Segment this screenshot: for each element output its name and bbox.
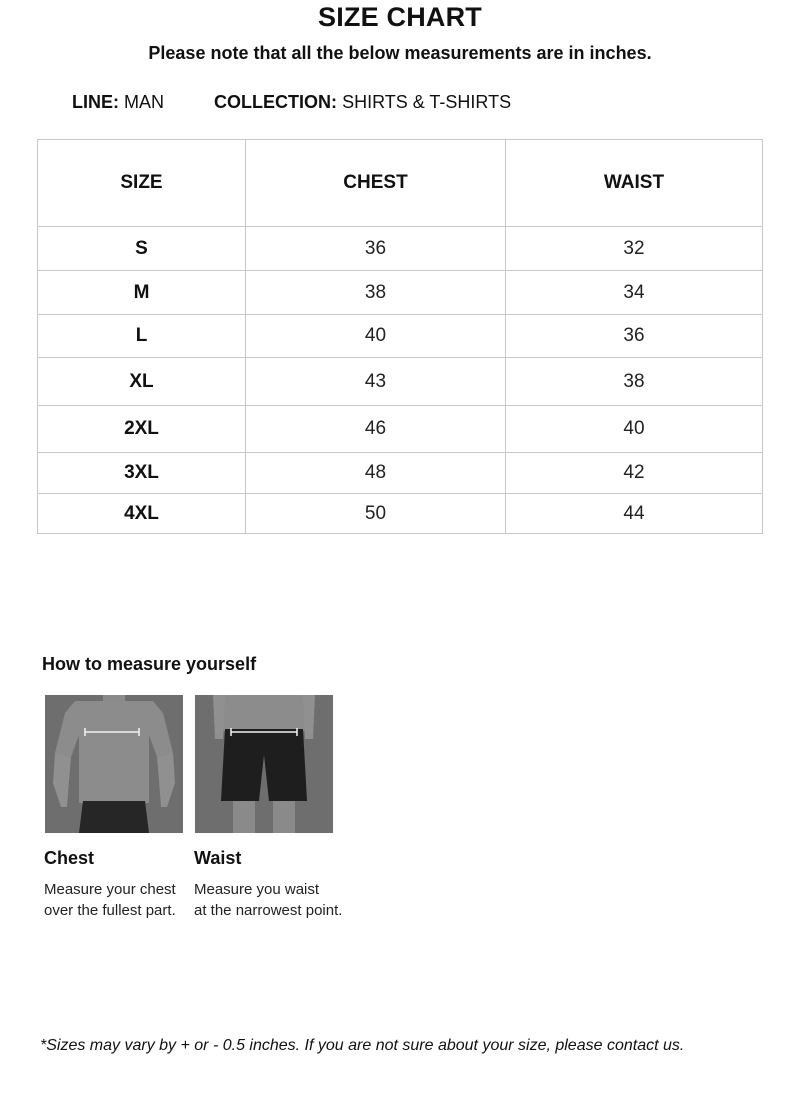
header-chest: CHEST <box>246 140 506 227</box>
line-value: MAN <box>124 92 165 112</box>
table-row <box>38 406 763 453</box>
footer-note: *Sizes may vary by + or - 0.5 inches. If you are not sure about your size, please contact us. <box>40 1037 685 1054</box>
how-to-measure-heading: How to measure yourself <box>42 654 257 674</box>
chest-cell: 50 <box>246 494 506 534</box>
chest-cell: 48 <box>246 453 506 494</box>
table-header-row <box>38 140 763 227</box>
chest-cell: 38 <box>246 271 506 315</box>
waist-cell: 34 <box>506 271 763 315</box>
page-subtitle: Please note that all the below measurements are in inches. <box>148 43 652 63</box>
table-row <box>38 494 763 534</box>
waist-cell: 40 <box>506 406 763 453</box>
waist-cell: 36 <box>506 315 763 358</box>
size-cell: 4XL <box>38 494 246 534</box>
waist-instructions <box>194 879 342 921</box>
chest-cell: 43 <box>246 358 506 406</box>
size-cell: S <box>38 227 246 271</box>
header-waist: WAIST <box>506 140 763 227</box>
line-label: LINE: <box>72 92 119 112</box>
chest-cell: 40 <box>246 315 506 358</box>
chest-photo <box>45 695 183 833</box>
table-row <box>38 315 763 358</box>
table-row <box>38 358 763 406</box>
chest-line-2: over the fullest part. <box>44 902 176 919</box>
table-row <box>38 271 763 315</box>
collection-value: SHIRTS & T-SHIRTS <box>342 92 512 112</box>
chest-instructions <box>44 879 176 921</box>
waist-line-1: Measure you waist <box>194 881 320 898</box>
collection-label: COLLECTION: <box>214 92 338 112</box>
waist-line-2: at the narrowest point. <box>194 902 343 919</box>
waist-title: Waist <box>194 848 242 868</box>
waist-cell: 44 <box>506 494 763 534</box>
chest-title: Chest <box>44 848 95 868</box>
table-row <box>38 227 763 271</box>
chest-cell: 46 <box>246 406 506 453</box>
chest-line-1: Measure your chest <box>44 881 176 898</box>
waist-cell: 32 <box>506 227 763 271</box>
waist-cell: 42 <box>506 453 763 494</box>
waist-cell: 38 <box>506 358 763 406</box>
size-cell: 3XL <box>38 453 246 494</box>
header-size: SIZE <box>38 140 246 227</box>
chest-cell: 36 <box>246 227 506 271</box>
line-collection-info <box>72 89 511 115</box>
size-cell: XL <box>38 358 246 406</box>
waist-photo <box>195 695 333 833</box>
size-cell: 2XL <box>38 406 246 453</box>
size-cell: L <box>38 315 246 358</box>
page-title: SIZE CHART <box>318 2 482 32</box>
table-row <box>38 453 763 494</box>
size-cell: M <box>38 271 246 315</box>
size-table <box>37 139 763 534</box>
